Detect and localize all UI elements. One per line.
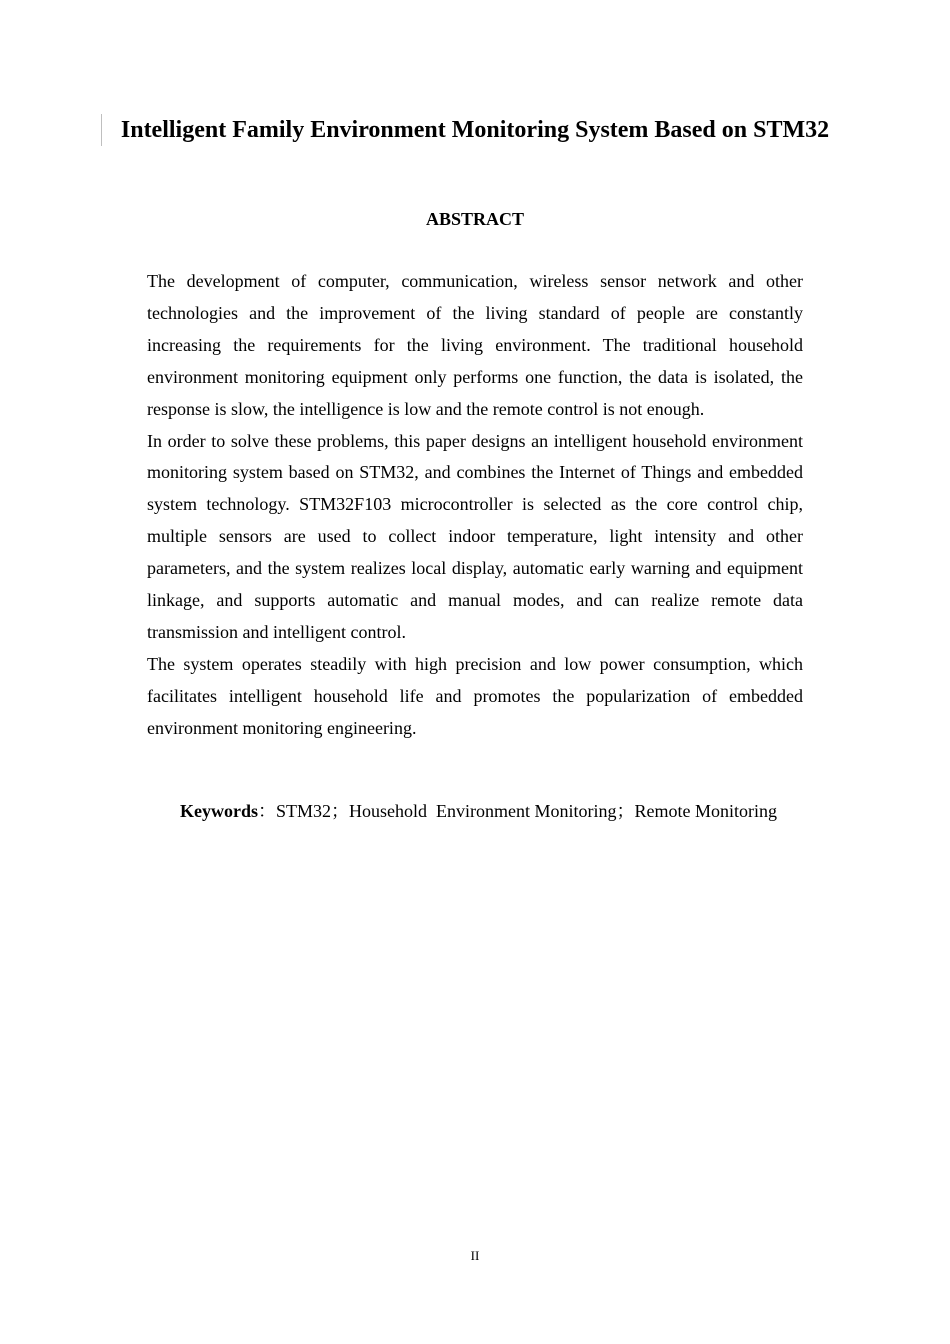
keyword-3: Remote Monitoring [634, 801, 777, 821]
abstract-body [147, 266, 803, 745]
abstract-paragraph-1: The development of computer, communication, wireless sensor network and other technologies and the improvement of the living standard of people are constantly increasing the requirements for the living environment. The traditional household environment monitoring equipment only performs one function, the data is isolated, the response is slow, the intelligence is low and the remote control is not enough. [147, 271, 803, 419]
keywords-line [180, 797, 840, 825]
keyword-separator-2: ； [616, 801, 635, 821]
abstract-heading: ABSTRACT [425, 209, 525, 229]
paper-title: Intelligent Family Environment Monitoring System Based on STM32 [120, 117, 830, 143]
abstract-paragraph-2: In order to solve these problems, this paper designs an intelligent household environment monitoring system based on STM32, and combines the Internet of Things and embedded system technology. STM32F103 microcontroller is selected as the core control chip, multiple sensors are used to collect indoor temperature, light intensity and other parameters, and the system realizes local display, automatic early warning and equipment linkage, and supports automatic and manual modes, and can realize remote data transmission and intelligent control. [147, 430, 803, 642]
page-number: II [470, 1248, 480, 1263]
keyword-1: STM32 [276, 801, 332, 821]
keyword-2: Household Environment Monitoring [349, 801, 617, 821]
keywords-label-separator: ： [258, 801, 276, 821]
abstract-paragraph-3: The system operates steadily with high precision and low power consumption, which facilitates intelligent household life and promotes the popularization of embedded environment monitoring engineering. [147, 653, 803, 738]
keywords-label: Keywords [180, 801, 258, 821]
keyword-separator-1: ； [331, 801, 350, 821]
